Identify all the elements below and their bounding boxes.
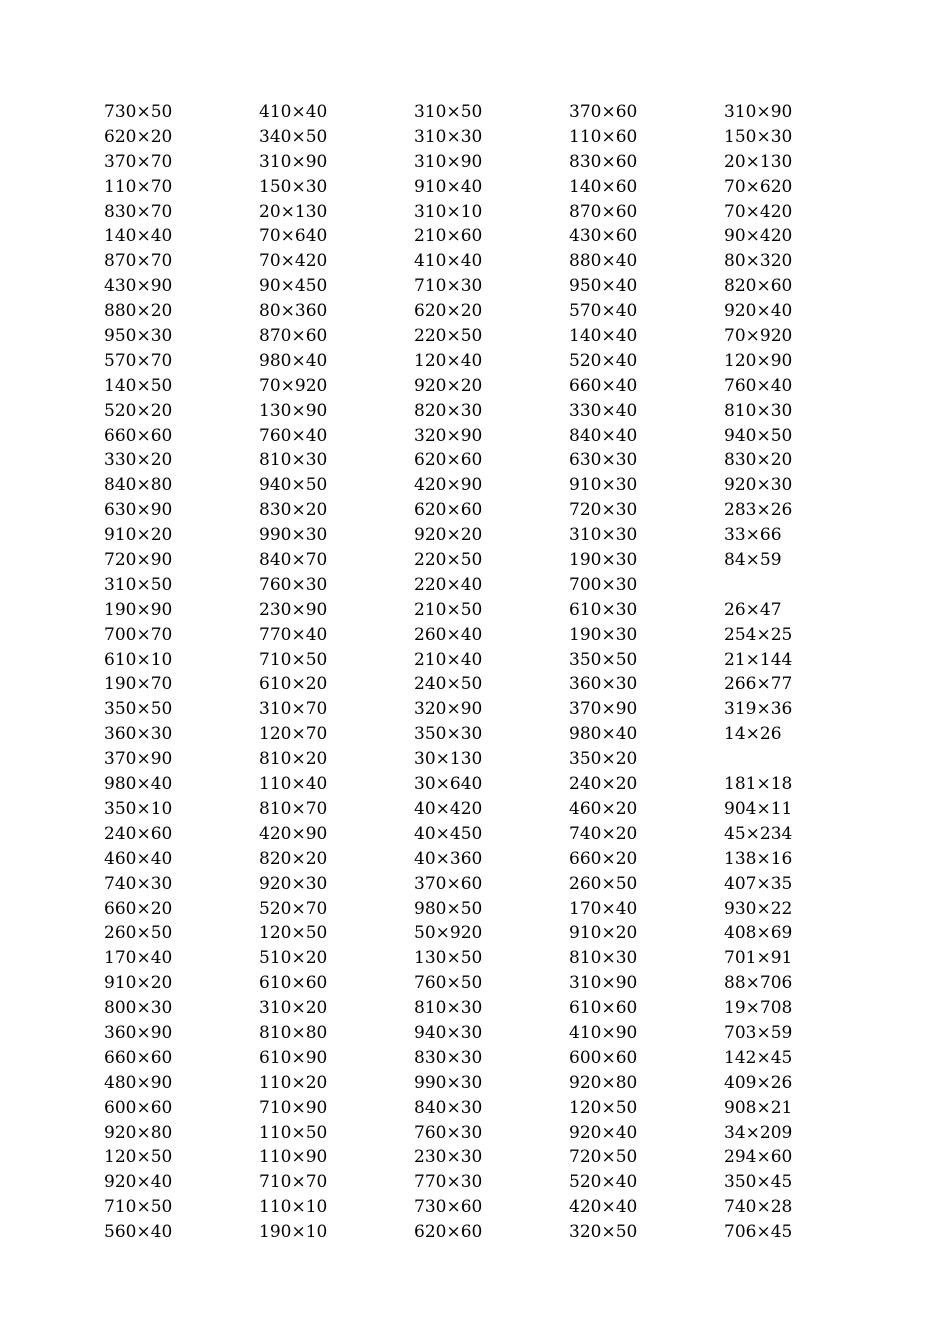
table-row [104, 847, 864, 872]
table-row [104, 299, 864, 324]
dimension-cell: 210×40 [414, 649, 483, 670]
table-row [104, 1071, 864, 1096]
dimension-cell [724, 573, 879, 598]
dimension-cell: 610×60 [259, 973, 328, 994]
dimension-cell: 19×708 [724, 998, 793, 1019]
dimension-cell: 254×25 [724, 624, 793, 645]
table-row [104, 249, 864, 274]
table-row [104, 399, 864, 424]
dimension-cell: 710×30 [414, 276, 483, 297]
dimension-cell: 920×20 [414, 375, 483, 396]
table-row [104, 150, 864, 175]
dimension-cell: 840×80 [104, 475, 173, 496]
table-row [104, 946, 864, 971]
dimension-cell: 45×234 [724, 823, 793, 844]
dimension-cell: 630×30 [569, 450, 638, 471]
dimension-cell: 830×20 [259, 500, 328, 521]
dimension-cell: 138×16 [724, 848, 793, 869]
dimension-cell: 170×40 [104, 948, 173, 969]
dimension-cell: 520×20 [104, 400, 173, 421]
dimension-cell: 90×450 [259, 276, 328, 297]
dimension-cell: 130×90 [259, 400, 328, 421]
table-row [104, 623, 864, 648]
dimension-cell: 90×420 [724, 226, 793, 247]
dimension-cell: 950×40 [569, 276, 638, 297]
dimension-cell: 110×70 [104, 176, 173, 197]
table-row [104, 648, 864, 673]
table-row [104, 672, 864, 697]
dimension-cell: 840×40 [569, 425, 638, 446]
dimension-cell: 730×50 [104, 102, 173, 122]
dimension-cell: 320×50 [569, 1222, 638, 1243]
dimension-cell: 110×90 [259, 1147, 328, 1168]
dimension-cell: 360×30 [569, 674, 638, 695]
dimension-cell: 740×20 [569, 823, 638, 844]
dimension-cell: 810×30 [259, 450, 328, 471]
dimension-cell: 420×90 [259, 823, 328, 844]
dimension-cell: 140×60 [569, 176, 638, 197]
table-row [104, 598, 864, 623]
dimension-cell: 80×320 [724, 251, 793, 272]
dimension-cell: 770×40 [259, 624, 328, 645]
dimension-cell: 740×30 [104, 873, 173, 894]
dimension-cell: 430×90 [104, 276, 173, 297]
dimension-cell: 870×60 [259, 326, 328, 347]
dimension-cell: 820×60 [724, 276, 793, 297]
dimension-cell: 310×90 [259, 151, 328, 172]
dimension-cell: 40×360 [414, 848, 483, 869]
dimension-cell: 904×11 [724, 798, 793, 819]
dimension-cell: 910×40 [414, 176, 483, 197]
dimension-cell: 110×40 [259, 774, 328, 795]
dimension-cell: 660×40 [569, 375, 638, 396]
dimension-cell: 150×30 [259, 176, 328, 197]
dimension-cell: 830×70 [104, 201, 173, 222]
dimension-cell: 510×20 [259, 948, 328, 969]
dimension-cell: 520×40 [569, 1172, 638, 1193]
dimension-cell: 660×60 [104, 425, 173, 446]
dimension-cell: 570×70 [104, 350, 173, 371]
dimension-cell: 920×40 [724, 301, 793, 322]
dimension-cell: 710×90 [259, 1097, 328, 1118]
dimension-cell: 520×40 [569, 350, 638, 371]
dimension-cell: 230×90 [259, 599, 328, 620]
dimension-cell: 520×70 [259, 898, 328, 919]
dimension-cell: 220×40 [414, 574, 483, 595]
dimension-cell: 600×60 [104, 1097, 173, 1118]
dimension-cell: 409×26 [724, 1072, 793, 1093]
dimension-cell: 810×70 [259, 798, 328, 819]
table-row [104, 772, 864, 797]
dimension-cell: 350×20 [569, 749, 638, 770]
table-row [104, 349, 864, 374]
dimension-cell: 266×77 [724, 674, 793, 695]
dimension-cell: 810×30 [724, 400, 793, 421]
dimension-cell: 810×80 [259, 1022, 328, 1043]
dimension-cell: 840×30 [414, 1097, 483, 1118]
dimension-cell: 360×30 [104, 724, 173, 745]
dimension-cell: 460×20 [569, 798, 638, 819]
table-row [104, 324, 864, 349]
dimension-cell: 330×40 [569, 400, 638, 421]
dimension-cell: 240×50 [414, 674, 483, 695]
dimension-cell: 220×50 [414, 326, 483, 347]
table-row [104, 797, 864, 822]
dimension-cell: 980×40 [569, 724, 638, 745]
dimension-cell: 910×20 [569, 923, 638, 944]
table-row [104, 1170, 864, 1195]
dimension-cell: 980×40 [259, 350, 328, 371]
dimension-cell: 26×47 [724, 599, 782, 620]
dimension-cell: 950×30 [104, 326, 173, 347]
dimension-cell: 940×50 [724, 425, 793, 446]
dimension-cell: 260×40 [414, 624, 483, 645]
table-row [104, 498, 864, 523]
dimension-cell: 820×20 [259, 848, 328, 869]
table-row [104, 175, 864, 200]
dimension-cell: 310×90 [569, 973, 638, 994]
dimension-cell: 14×26 [724, 724, 782, 745]
table-row [104, 971, 864, 996]
dimension-cell: 710×70 [259, 1172, 328, 1193]
dimension-cell: 310×30 [569, 525, 638, 546]
dimension-cell: 610×90 [259, 1047, 328, 1068]
dimension-cell: 710×50 [104, 1197, 173, 1218]
dimension-cell: 30×640 [414, 774, 483, 795]
dimension-cell: 110×10 [259, 1197, 328, 1218]
dimension-cell: 703×59 [724, 1022, 793, 1043]
dimension-cell: 920×30 [259, 873, 328, 894]
dimension-cell: 760×40 [259, 425, 328, 446]
dimension-cell: 120×50 [259, 923, 328, 944]
dimension-cell: 620×20 [414, 301, 483, 322]
dimension-cell: 820×30 [414, 400, 483, 421]
dimension-cell: 319×36 [724, 699, 793, 720]
dimension-cell: 120×40 [414, 350, 483, 371]
dimension-cell: 310×90 [414, 151, 483, 172]
dimension-cell: 50×920 [414, 923, 483, 944]
dimension-cell: 770×30 [414, 1172, 483, 1193]
dimension-cell: 110×20 [259, 1072, 328, 1093]
dimension-cell: 170×40 [569, 898, 638, 919]
table-row [104, 1096, 864, 1121]
dimension-cell: 350×50 [104, 699, 173, 720]
table-row [104, 125, 864, 150]
dimension-cell: 407×35 [724, 873, 793, 894]
dimension-cell: 980×40 [104, 774, 173, 795]
dimension-cell: 140×40 [104, 226, 173, 247]
dimension-cell: 140×40 [569, 326, 638, 347]
dimension-cell: 410×40 [414, 251, 483, 272]
dimension-cell: 701×91 [724, 948, 793, 969]
dimension-cell: 360×90 [104, 1022, 173, 1043]
dimension-cell: 110×60 [569, 126, 638, 147]
dimension-cell: 120×50 [569, 1097, 638, 1118]
table-row [104, 573, 864, 598]
dimension-cell: 240×60 [104, 823, 173, 844]
dimension-cell: 720×90 [104, 550, 173, 571]
dimension-cell: 20×130 [259, 201, 328, 222]
dimension-cell: 570×40 [569, 301, 638, 322]
dimension-cell: 760×40 [724, 375, 793, 396]
dimension-cell: 260×50 [569, 873, 638, 894]
dimension-cell: 620×60 [414, 500, 483, 521]
dimension-cell: 150×30 [724, 126, 793, 147]
table-row [104, 100, 864, 125]
dimension-cell: 920×20 [414, 525, 483, 546]
dimension-cell: 320×90 [414, 699, 483, 720]
dimension-cell: 142×45 [724, 1047, 793, 1068]
dimension-cell: 70×420 [724, 201, 793, 222]
dimension-cell: 920×80 [569, 1072, 638, 1093]
dimension-cell: 310×70 [259, 699, 328, 720]
dimension-cell: 610×60 [569, 998, 638, 1019]
dimension-cell: 190×70 [104, 674, 173, 695]
dimension-cell: 190×30 [569, 624, 638, 645]
dimension-cell: 370×60 [414, 873, 483, 894]
dimension-cell: 330×20 [104, 450, 173, 471]
dimension-cell: 630×90 [104, 500, 173, 521]
dimension-cell: 460×40 [104, 848, 173, 869]
dimension-cell: 710×50 [259, 649, 328, 670]
dimension-cell: 190×90 [104, 599, 173, 620]
dimension-cell: 130×50 [414, 948, 483, 969]
dimension-cell: 880×40 [569, 251, 638, 272]
dimension-cell: 350×30 [414, 724, 483, 745]
dimension-cell: 260×50 [104, 923, 173, 944]
dimension-cell: 310×30 [414, 126, 483, 147]
dimension-cell: 230×30 [414, 1147, 483, 1168]
table-row [104, 1021, 864, 1046]
dimension-cell: 620×60 [414, 450, 483, 471]
dimension-cell: 830×20 [724, 450, 793, 471]
dimension-cell: 70×420 [259, 251, 328, 272]
table-row [104, 897, 864, 922]
table-row [104, 1220, 864, 1245]
dimension-cell: 70×640 [259, 226, 328, 247]
dimension-cell: 21×144 [724, 649, 793, 670]
dimension-cell: 294×60 [724, 1147, 793, 1168]
dimension-cell: 830×60 [569, 151, 638, 172]
dimension-cell: 350×45 [724, 1172, 793, 1193]
dimension-cell: 940×30 [414, 1022, 483, 1043]
dimension-cell: 30×130 [414, 749, 483, 770]
dimension-cell: 870×70 [104, 251, 173, 272]
dimension-cell: 800×30 [104, 998, 173, 1019]
dimension-cell: 740×28 [724, 1197, 793, 1218]
dimension-cell: 980×50 [414, 898, 483, 919]
dimension-cell: 990×30 [414, 1072, 483, 1093]
dimension-cell: 720×30 [569, 500, 638, 521]
dimension-cell: 560×40 [104, 1222, 173, 1243]
dimension-cell: 181×18 [724, 774, 793, 795]
table-row [104, 747, 864, 772]
table-row [104, 473, 864, 498]
dimension-cell: 700×30 [569, 574, 638, 595]
dimension-cell: 310×20 [259, 998, 328, 1019]
dimension-cell: 610×30 [569, 599, 638, 620]
dimension-cell: 600×60 [569, 1047, 638, 1068]
dimension-cell: 370×70 [104, 151, 173, 172]
dimension-cell: 620×60 [414, 1222, 483, 1243]
table-row [104, 1121, 864, 1146]
dimension-cell: 660×20 [569, 848, 638, 869]
dimension-cell: 310×90 [724, 102, 793, 122]
dimension-cell: 830×30 [414, 1047, 483, 1068]
dimension-cell: 760×30 [414, 1122, 483, 1143]
table-row [104, 448, 864, 473]
dimension-cell: 700×70 [104, 624, 173, 645]
dimension-cell: 320×90 [414, 425, 483, 446]
table-row [104, 822, 864, 847]
dimension-cell: 220×50 [414, 550, 483, 571]
dimension-cell: 920×30 [724, 475, 793, 496]
dimension-cell: 70×920 [259, 375, 328, 396]
dimension-cell: 370×90 [569, 699, 638, 720]
dimension-cell: 88×706 [724, 973, 793, 994]
dimension-cell: 350×10 [104, 798, 173, 819]
dimension-cell: 420×40 [569, 1197, 638, 1218]
table-row [104, 872, 864, 897]
table-row [104, 722, 864, 747]
dimension-cell: 990×30 [259, 525, 328, 546]
table-row [104, 523, 864, 548]
table-row [104, 1046, 864, 1071]
dimension-cell: 410×90 [569, 1022, 638, 1043]
dimension-cell: 720×50 [569, 1147, 638, 1168]
dimension-cell: 283×26 [724, 500, 793, 521]
dimension-cell: 110×50 [259, 1122, 328, 1143]
dimension-cell: 920×80 [104, 1122, 173, 1143]
dimension-cell: 910×20 [104, 525, 173, 546]
table-row [104, 224, 864, 249]
dimension-cell: 120×90 [724, 350, 793, 371]
dimension-cell: 480×90 [104, 1072, 173, 1093]
dimension-cell: 340×50 [259, 126, 328, 147]
dimension-cell: 33×66 [724, 525, 782, 546]
table-row [104, 1145, 864, 1170]
dimension-cell: 210×50 [414, 599, 483, 620]
dimension-cell: 810×30 [569, 948, 638, 969]
dimension-cell: 870×60 [569, 201, 638, 222]
table-row [104, 374, 864, 399]
dimension-cell: 370×60 [569, 102, 638, 122]
dimension-cell: 310×10 [414, 201, 483, 222]
table-row [104, 200, 864, 225]
dimension-cell: 840×70 [259, 550, 328, 571]
dimension-cell: 920×40 [104, 1172, 173, 1193]
table-row [104, 697, 864, 722]
dimension-cell: 610×20 [259, 674, 328, 695]
dimension-cell: 408×69 [724, 923, 793, 944]
dimension-cell: 810×30 [414, 998, 483, 1019]
dimension-cell: 760×50 [414, 973, 483, 994]
dimension-cell: 20×130 [724, 151, 793, 172]
dimension-cell: 660×20 [104, 898, 173, 919]
dimension-cell: 660×60 [104, 1047, 173, 1068]
dimension-cell: 940×50 [259, 475, 328, 496]
dimension-cell: 310×50 [414, 102, 483, 122]
dimension-cell: 70×620 [724, 176, 793, 197]
table-row [104, 1195, 864, 1220]
dimension-cell: 84×59 [724, 550, 782, 571]
dimension-cell: 920×40 [569, 1122, 638, 1143]
dimension-cell: 120×70 [259, 724, 328, 745]
dimension-table [104, 100, 864, 1245]
dimension-cell: 760×30 [259, 574, 328, 595]
table-row [104, 921, 864, 946]
dimension-cell: 930×22 [724, 898, 793, 919]
table-row [104, 548, 864, 573]
dimension-cell: 80×360 [259, 301, 328, 322]
dimension-cell: 810×20 [259, 749, 328, 770]
table-row [104, 274, 864, 299]
dimension-cell: 706×45 [724, 1222, 793, 1243]
table-row [104, 996, 864, 1021]
dimension-cell [724, 747, 879, 772]
dimension-cell: 610×10 [104, 649, 173, 670]
dimension-cell: 310×50 [104, 574, 173, 595]
dimension-cell: 430×60 [569, 226, 638, 247]
dimension-cell: 240×20 [569, 774, 638, 795]
dimension-cell: 70×920 [724, 326, 793, 347]
dimension-cell: 730×60 [414, 1197, 483, 1218]
dimension-cell: 910×20 [104, 973, 173, 994]
dimension-cell: 40×420 [414, 798, 483, 819]
dimension-cell: 908×21 [724, 1097, 793, 1118]
dimension-cell: 620×20 [104, 126, 173, 147]
dimension-cell: 210×60 [414, 226, 483, 247]
dimension-cell: 190×30 [569, 550, 638, 571]
dimension-cell: 120×50 [104, 1147, 173, 1168]
dimension-cell: 910×30 [569, 475, 638, 496]
table-row [104, 424, 864, 449]
dimension-cell: 140×50 [104, 375, 173, 396]
dimension-cell: 40×450 [414, 823, 483, 844]
dimension-cell: 410×40 [259, 102, 328, 122]
dimension-cell: 880×20 [104, 301, 173, 322]
dimension-cell: 420×90 [414, 475, 483, 496]
dimension-cell: 34×209 [724, 1122, 793, 1143]
dimension-cell: 370×90 [104, 749, 173, 770]
dimension-cell: 190×10 [259, 1222, 328, 1243]
dimension-cell: 350×50 [569, 649, 638, 670]
